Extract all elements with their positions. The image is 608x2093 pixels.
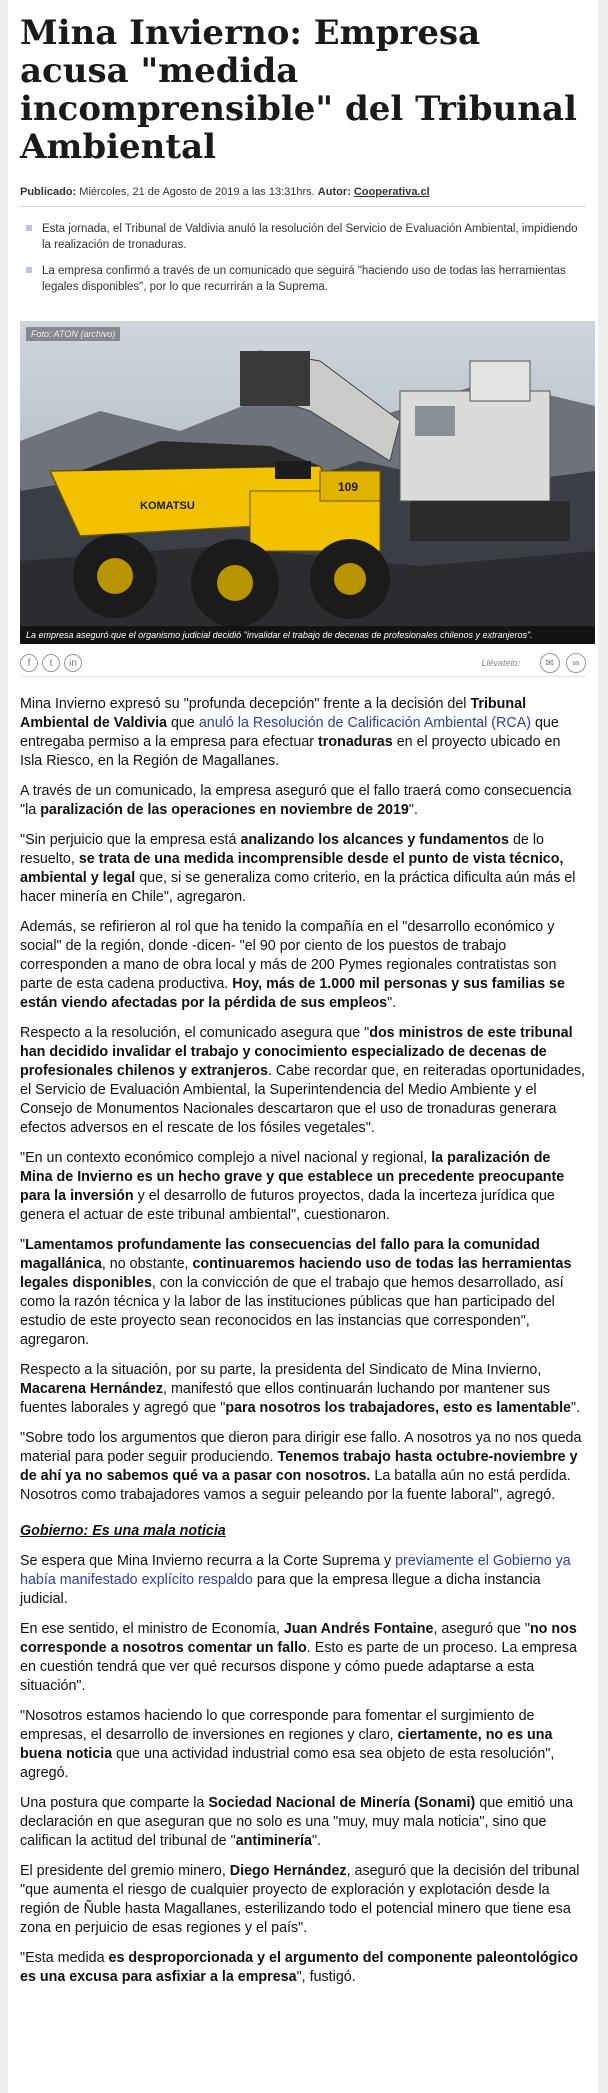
summary-list [20, 221, 586, 295]
summary-text: La empresa confirmó a través de un comunicado que seguirá "haciendo uso de todas las herramientas legales disponibles", por lo que recurrirán a la Suprema. [42, 265, 566, 293]
link-icon[interactable]: ∞ [566, 653, 586, 673]
truck-number-label: 109 [338, 480, 359, 494]
bullet-icon [26, 267, 32, 273]
author-label: Autor: [317, 186, 351, 198]
paragraph: Respecto a la situación, por su parte, la presidenta del Sindicato de Mina Invierno, Macarena Hernández, manifestó que ellos continuarán luchando por mantener sus fuentes laborales y agregó que "para nosotros los trabajadores, esto es lamentable". [20, 1362, 581, 1416]
byline [20, 186, 586, 207]
bullet-icon [26, 225, 32, 231]
paragraph: Mina Invierno expresó su "profunda decepción" frente a la decisión del Tribunal Ambiental de Valdivia que anuló la Resolución de Calificación Ambiental (RCA) que entregaba permiso a la empresa para efectuar tronaduras en el proyecto ubicado en Isla Riesco, en la Región de Magallanes. [20, 696, 561, 769]
mining-truck-illustration [20, 321, 595, 644]
linkedin-icon[interactable]: in [64, 654, 82, 672]
paragraph: En ese sentido, el ministro de Economía, Juan Andrés Fontaine, aseguró que "no nos corresponde a nosotros comentar un fallo. Esto es parte de un proceso. La empresa en cuestión tendrá que ver qué recursos dispone y cómo puede adaptarse a esta situación". [20, 1621, 578, 1694]
twitter-icon[interactable]: t [42, 654, 60, 672]
paragraph: "En un contexto económico complejo a nivel nacional y regional, la paralización de Mina de Invierno es un hecho grave y que establece un precedente preocupante para la inversión y el desarrollo de futuros proyectos, dada la incerteza jurídica que genera el actuar de este tribunal ambiental", cuestionaron. [20, 1150, 565, 1223]
paragraph: "Lamentamos profundamente las consecuencias del fallo para la comunidad magallánica, no obstante, continuaremos haciendo uso de todas las herramientas legales disponibles, con la convicción de que el trabajo que hemos desarrollado, así como la razón técnica y la labor de las instituciones públicas que han participado del estudio de este proyecto sean reconocidos en las instancias que corresponden", agregaron. [20, 1237, 572, 1348]
summary-item [20, 263, 586, 295]
email-icon[interactable]: ✉ [540, 653, 560, 673]
published-label: Publicado: [20, 186, 77, 198]
paragraph: "Sobre todo los argumentos que dieron para dirigir ese fallo. A nosotros ya no nos queda material para poder seguir produciendo. Tenemos trabajo hasta octubre-noviembre y de ahí ya no sabemos qué va a pasar con nosotros. La batalla aún no está perdida. Nosotros como trabajadores vamos a seguir peleando por la fuente laboral", agregó. [20, 1430, 582, 1503]
section-subhead: Gobierno: Es una mala noticia [20, 1523, 226, 1539]
share-bar [20, 650, 586, 677]
photo-caption: La empresa aseguró que el organismo judicial decidió "invalidar el trabajo de decenas de profesionales chilenos y extranjeros". [20, 626, 595, 644]
paragraph: "Nosotros estamos haciendo lo que corresponde para fomentar el surgimiento de empresas, el desarrollo de inversiones en regiones y claro, ciertamente, no es una buena noticia que una actividad industrial como esa sea objeto de esta resolución", agregó. [20, 1708, 555, 1781]
facebook-icon[interactable]: f [20, 654, 38, 672]
article-page [8, 0, 598, 2093]
article-body [20, 695, 586, 1987]
truck-brand-label: KOMATSU [140, 500, 195, 512]
government-support-link[interactable]: previamente el Gobierno ya había manifestado explícito respaldo [20, 1553, 571, 1588]
paragraph: Se espera que Mina Invierno recurra a la Corte Suprema y previamente el Gobierno ya había manifestado explícito respaldo para que la empresa llegue a dicha instancia judicial. [20, 1553, 571, 1607]
paragraph: A través de un comunicado, la empresa aseguró que el fallo traerá como consecuencia "la paralización de las operaciones en noviembre de 2019". [20, 783, 572, 818]
article-photo[interactable] [20, 321, 595, 644]
page-title: Mina Invierno: Empresa acusa "medida incomprensible" del Tribunal Ambiental [20, 13, 577, 167]
paragraph: Una postura que comparte la Sociedad Nacional de Minería (Sonami) que emitió una declaración en que aseguran que no solo es una "muy, muy mala noticia", sino que califican la actitud del tribunal de "antiminería". [20, 1795, 574, 1849]
take-away-label: Llévatelo: [481, 658, 520, 668]
author-link[interactable]: Cooperativa.cl [353, 186, 430, 198]
paragraph: "Sin perjuicio que la empresa está analizando los alcances y fundamentos de lo resuelto, se trata de una medida incomprensible desde el punto de vista técnico, ambiental y legal que, si se generaliza como criterio, en la práctica dificulta aún más el hacer minería en Chile", agregaron. [20, 832, 576, 905]
summary-text: Esta jornada, el Tribunal de Valdivia anuló la resolución del Servicio de Evaluación Ambiental, impidiendo la realización de tronaduras. [42, 223, 578, 251]
rca-link[interactable]: anuló la Resolución de Calificación Ambiental (RCA) [198, 715, 531, 731]
publish-date: Miércoles, 21 de Agosto de 2019 a las 13:31hrs. [79, 186, 315, 198]
paragraph: "Esta medida es desproporcionada y el argumento del componente paleontológico es una excusa para asfixiar a la empresa", fustigó. [20, 1950, 579, 1985]
photo-credit: Foto: ATON (archivo) [26, 327, 120, 341]
paragraph: Además, se refirieron al rol que ha tenido la compañía en el "desarrollo económico y social" de la región, donde -dicen- "el 90 por ciento de los puestos de trabajo corresponden a mano de obra local y más de 200 Pymes regionales contratistas son parte de esta cadena productiva. Hoy, más de 1.000 mil personas y sus familias se están viendo afectadas por la pérdida de sus empleos". [20, 919, 565, 1011]
paragraph: El presidente del gremio minero, Diego Hernández, aseguró que la decisión del tribunal "que aumenta el riesgo de cualquier proyecto de exploración y explotación desde la región de Ñuble hasta Magallanes, esterilizando todo el potencial minero que tiene esa zona en perjuicio de esas regiones y el país". [20, 1863, 580, 1936]
paragraph: Respecto a la resolución, el comunicado asegura que "dos ministros de este tribunal han decidido invalidar el trabajo y conocimiento especializado de decenas de profesionales chilenos y extranjeros. Cabe recordar que, en reiteradas oportunidades, el Servicio de Evaluación Ambiental, la Superintendencia del Medio Ambiente y el Consejo de Monumentos Nacionales descartaron que el uso de tronaduras generara efectos adversos en el rescate de los fósiles vegetales". [20, 1025, 586, 1136]
summary-item [20, 221, 586, 253]
